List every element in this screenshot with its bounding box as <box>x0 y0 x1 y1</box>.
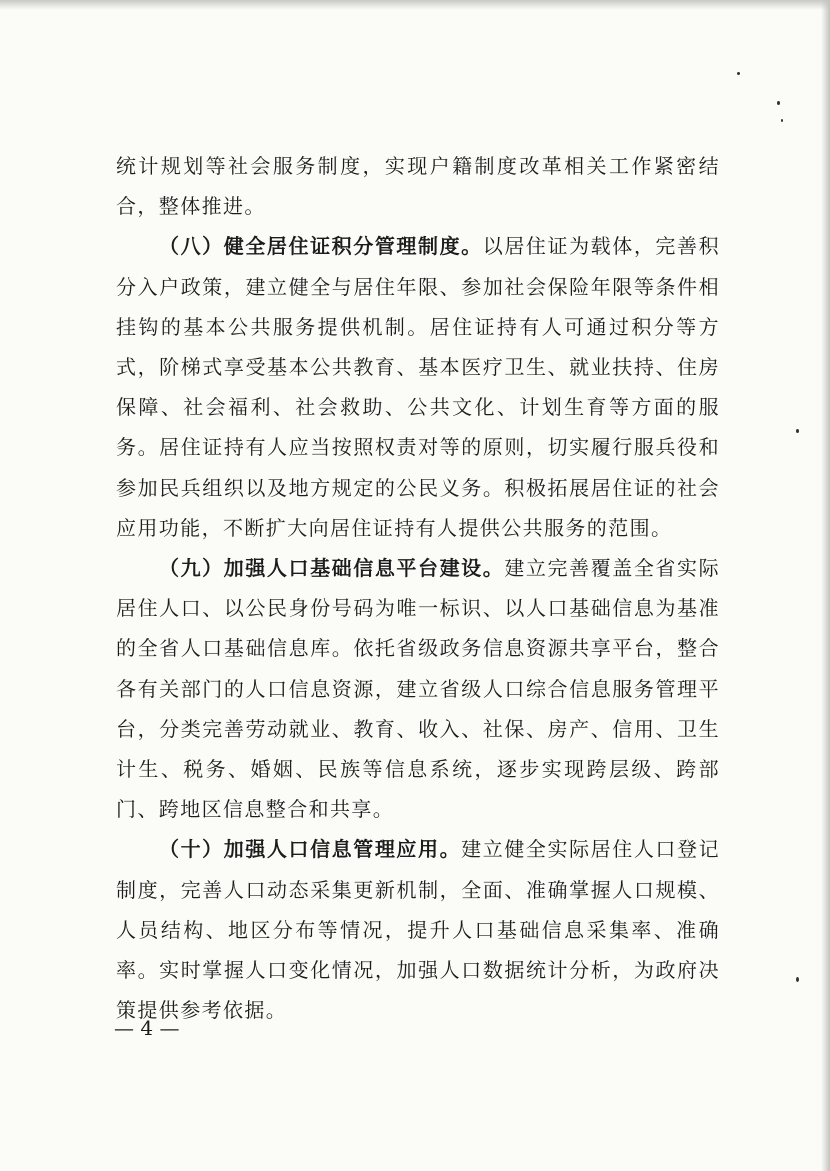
paragraph-item-8 <box>116 226 720 548</box>
document-body <box>116 146 720 1030</box>
scan-right-edge <box>821 0 830 1171</box>
paragraph-item-9 <box>116 548 720 829</box>
paragraph-heading: （十）加强人口信息管理应用。 <box>159 837 462 862</box>
scan-speck <box>796 429 799 433</box>
paragraph-heading: （八）健全居住证积分管理制度。 <box>159 234 483 259</box>
paragraph-heading: （九）加强人口基础信息平台建设。 <box>159 556 505 581</box>
scan-speck <box>781 119 783 122</box>
scan-speck <box>796 977 799 982</box>
paragraph-text: 以居住证为载体，完善积分入户政策，建立健全与居住年限、参加社会保险年限等条件相挂钩的基本公共服务提供机制。居住证持有人可通过积分等方式，阶梯式享受基本公共教育、基本医疗卫生、就业扶持、住房保障、社会福利、社会救助、公共文化、计划生育等方面的服务。居住证持有人应当按照权责对等的原则，切实履行服兵役和参加民兵组织以及地方规定的公民义务。积极拓展居住证的社会应用功能，不断扩大向居住证持有人提供公共服务的范围。 <box>116 234 721 540</box>
paragraph-continuation <box>116 146 720 226</box>
paragraph-text: 建立健全实际居住人口登记制度，完善人口动态采集更新机制，全面、准确掌握人口规模、人员结构、地区分布等情况，提升人口基础信息采集率、准确率。实时掌握人口变化情况，加强人口数据统计分析，为政府决策提供参考依据。 <box>116 837 720 1023</box>
scan-top-shadow <box>0 0 830 10</box>
paragraph-text: 统计规划等社会服务制度，实现户籍制度改革相关工作紧密结合，整体推进。 <box>116 154 720 219</box>
scan-speck <box>777 101 780 105</box>
paragraph-text: 建立完善覆盖全省实际居住人口、以公民身份号码为唯一标识、以人口基础信息为基准的全省人口基础信息库。依托省级政务信息资源共享平台，整合各有关部门的人口信息资源，建立省级人口综合信息服务管理平台，分类完善劳动就业、教育、收入、社保、房产、信用、卫生计生、税务、婚姻、民族等信息系统，逐步实现跨层级、跨部门、跨地区信息整合和共享。 <box>116 556 720 822</box>
scan-speck <box>737 72 740 75</box>
paragraph-item-10 <box>116 829 720 1030</box>
page-number: — 4 — <box>114 1016 180 1040</box>
